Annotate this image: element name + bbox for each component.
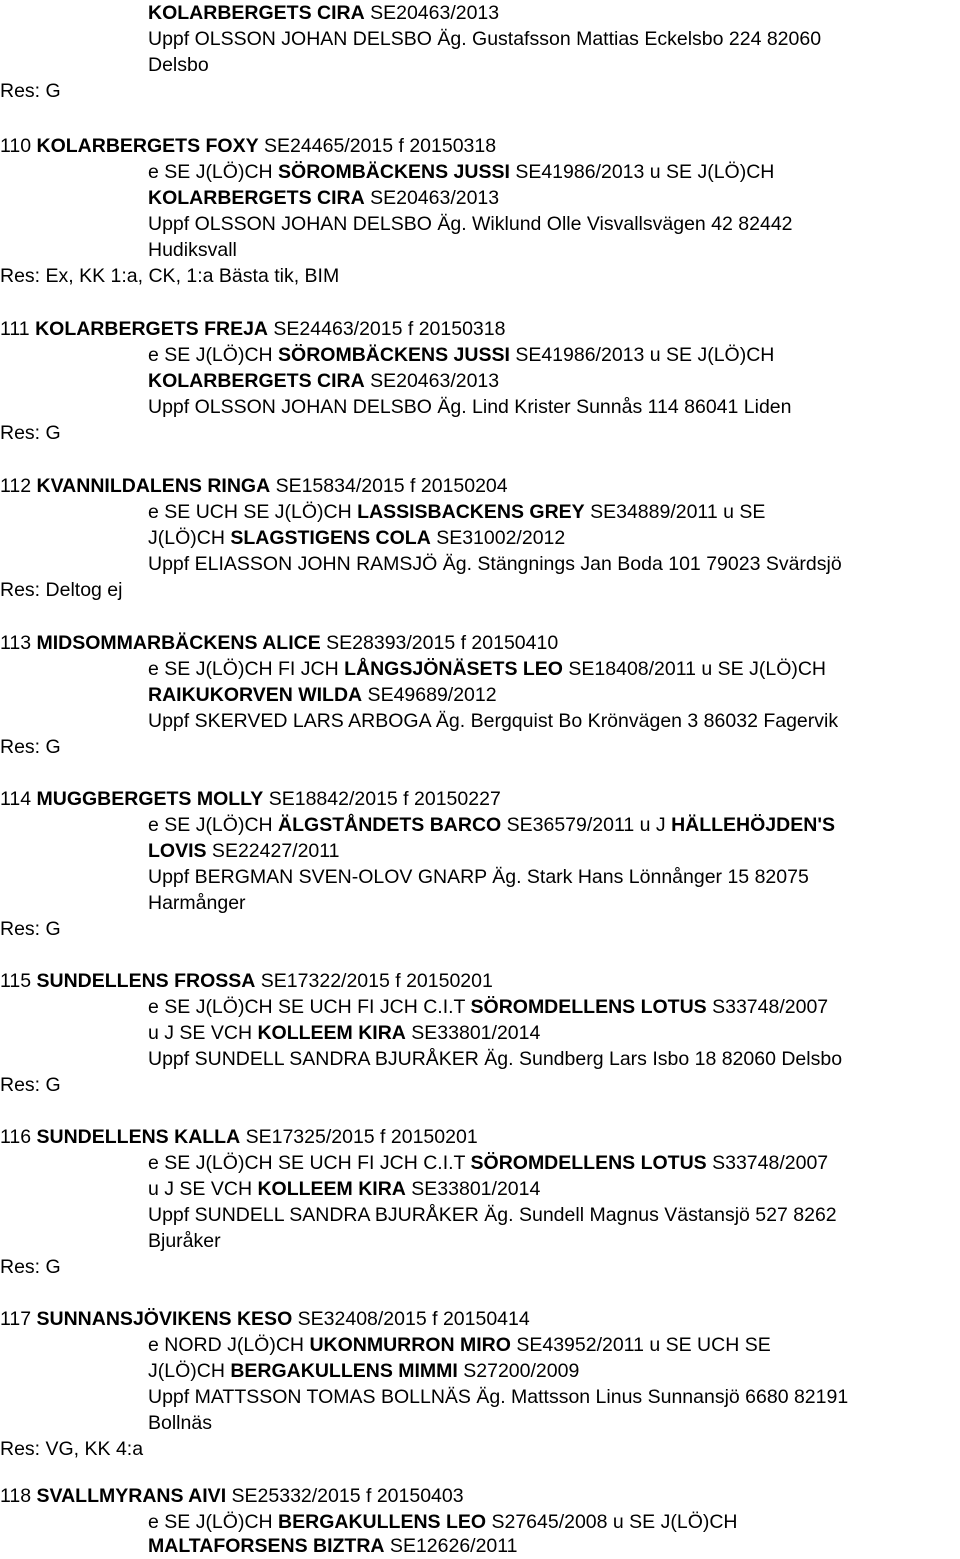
entry-breeder-line: Uppf OLSSON JOHAN DELSBO Äg. Lind Krister Sunnås 114 86041 Liden — [148, 396, 792, 418]
entry-dam-line: KOLARBERGETS CIRA SE20463/2013 — [148, 187, 500, 209]
entry-result: Res: G — [0, 422, 61, 444]
entry-breeder-line-cont: Delsbo — [148, 54, 209, 76]
entry-sire-line: e SE J(LÖ)CH ÄLGSTÅNDETS BARCO SE36579/2011 u J HÄLLEHÖJDEN'S — [148, 814, 835, 836]
entry-breeder-line: Uppf SKERVED LARS ARBOGA Äg. Bergquist Bo Krönvägen 3 86032 Fagervik — [148, 710, 839, 732]
entry-breeder-line-cont: Hudiksvall — [148, 239, 237, 261]
entry-dam-line: MALTAFORSENS BIZTRA SE12626/2011 — [148, 1535, 518, 1557]
entry-dam-line: J(LÖ)CH BERGAKULLENS MIMMI S27200/2009 — [148, 1360, 580, 1382]
entry-result: Res: Deltog ej — [0, 579, 123, 601]
entry-breeder-line-cont: Harmånger — [148, 892, 246, 914]
entry-header: 117 SUNNANSJÖVIKENS KESO SE32408/2015 f 20150414 — [0, 1308, 530, 1330]
entry-dam-line: KOLARBERGETS CIRA SE20463/2013 — [148, 2, 500, 24]
entry-result: Res: G — [0, 918, 61, 940]
entry-sire-line: e SE J(LÖ)CH SE UCH FI JCH C.I.T SÖROMDELLENS LOTUS S33748/2007 — [148, 996, 829, 1018]
entry-sire-line: e SE J(LÖ)CH SÖROMBÄCKENS JUSSI SE41986/2013 u SE J(LÖ)CH — [148, 344, 775, 366]
entry-sire-line: e SE J(LÖ)CH SE UCH FI JCH C.I.T SÖROMDELLENS LOTUS S33748/2007 — [148, 1152, 829, 1174]
entry-header: 115 SUNDELLENS FROSSA SE17322/2015 f 20150201 — [0, 970, 493, 992]
entry-result: Res: G — [0, 736, 61, 758]
entry-header: 116 SUNDELLENS KALLA SE17325/2015 f 20150201 — [0, 1126, 478, 1148]
entry-dam-line: KOLARBERGETS CIRA SE20463/2013 — [148, 370, 500, 392]
entry-header: 113 MIDSOMMARBÄCKENS ALICE SE28393/2015 f 20150410 — [0, 632, 559, 654]
entry-result: Res: VG, KK 4:a — [0, 1438, 144, 1460]
entry-header: 118 SVALLMYRANS AIVI SE25332/2015 f 20150403 — [0, 1485, 464, 1507]
entry-breeder-line-cont: Bollnäs — [148, 1412, 212, 1434]
entry-header: 114 MUGGBERGETS MOLLY SE18842/2015 f 20150227 — [0, 788, 501, 810]
entry-sire-line: e NORD J(LÖ)CH UKONMURRON MIRO SE43952/2011 u SE UCH SE — [148, 1334, 771, 1356]
entry-sire-line: e SE UCH SE J(LÖ)CH LASSISBACKENS GREY SE34889/2011 u SE — [148, 501, 766, 523]
entry-breeder-line: Uppf OLSSON JOHAN DELSBO Äg. Gustafsson Mattias Eckelsbo 224 82060 — [148, 28, 822, 50]
entry-result: Res: G — [0, 1256, 61, 1278]
entry-header: 112 KVANNILDALENS RINGA SE15834/2015 f 20150204 — [0, 475, 508, 497]
entry-result: Res: Ex, KK 1:a, CK, 1:a Bästa tik, BIM — [0, 265, 340, 287]
entry-breeder-line-cont: Bjuråker — [148, 1230, 221, 1252]
entry-dam-line: J(LÖ)CH SLAGSTIGENS COLA SE31002/2012 — [148, 527, 566, 549]
entry-sire-line: e SE J(LÖ)CH FI JCH LÅNGSJÖNÄSETS LEO SE18408/2011 u SE J(LÖ)CH — [148, 658, 827, 680]
entry-breeder-line: Uppf OLSSON JOHAN DELSBO Äg. Wiklund Olle Visvallsvägen 42 82442 — [148, 213, 793, 235]
entry-dam-line: LOVIS SE22427/2011 — [148, 840, 340, 862]
entry-dam-line: u J SE VCH KOLLEEM KIRA SE33801/2014 — [148, 1178, 541, 1200]
entry-breeder-line: Uppf SUNDELL SANDRA BJURÅKER Äg. Sundell Magnus Västansjö 527 8262 — [148, 1204, 837, 1226]
entry-dam-line: RAIKUKORVEN WILDA SE49689/2012 — [148, 684, 497, 706]
entry-sire-line: e SE J(LÖ)CH BERGAKULLENS LEO S27645/2008 u SE J(LÖ)CH — [148, 1511, 738, 1533]
entry-breeder-line: Uppf BERGMAN SVEN-OLOV GNARP Äg. Stark Hans Lönnånger 15 82075 — [148, 866, 809, 888]
entry-dam-line: u J SE VCH KOLLEEM KIRA SE33801/2014 — [148, 1022, 541, 1044]
entry-header: 110 KOLARBERGETS FOXY SE24465/2015 f 20150318 — [0, 135, 497, 157]
entry-result: Res: G — [0, 80, 61, 102]
entry-breeder-line: Uppf SUNDELL SANDRA BJURÅKER Äg. Sundberg Lars Isbo 18 82060 Delsbo — [148, 1048, 843, 1070]
entry-header: 111 KOLARBERGETS FREJA SE24463/2015 f 20150318 — [0, 318, 506, 340]
entry-result: Res: G — [0, 1074, 61, 1096]
entry-breeder-line: Uppf ELIASSON JOHN RAMSJÖ Äg. Stängnings Jan Boda 101 79023 Svärdsjö — [148, 553, 842, 575]
entry-breeder-line: Uppf MATTSSON TOMAS BOLLNÄS Äg. Mattsson Linus Sunnansjö 6680 82191 — [148, 1386, 849, 1408]
entry-sire-line: e SE J(LÖ)CH SÖROMBÄCKENS JUSSI SE41986/2013 u SE J(LÖ)CH — [148, 161, 775, 183]
